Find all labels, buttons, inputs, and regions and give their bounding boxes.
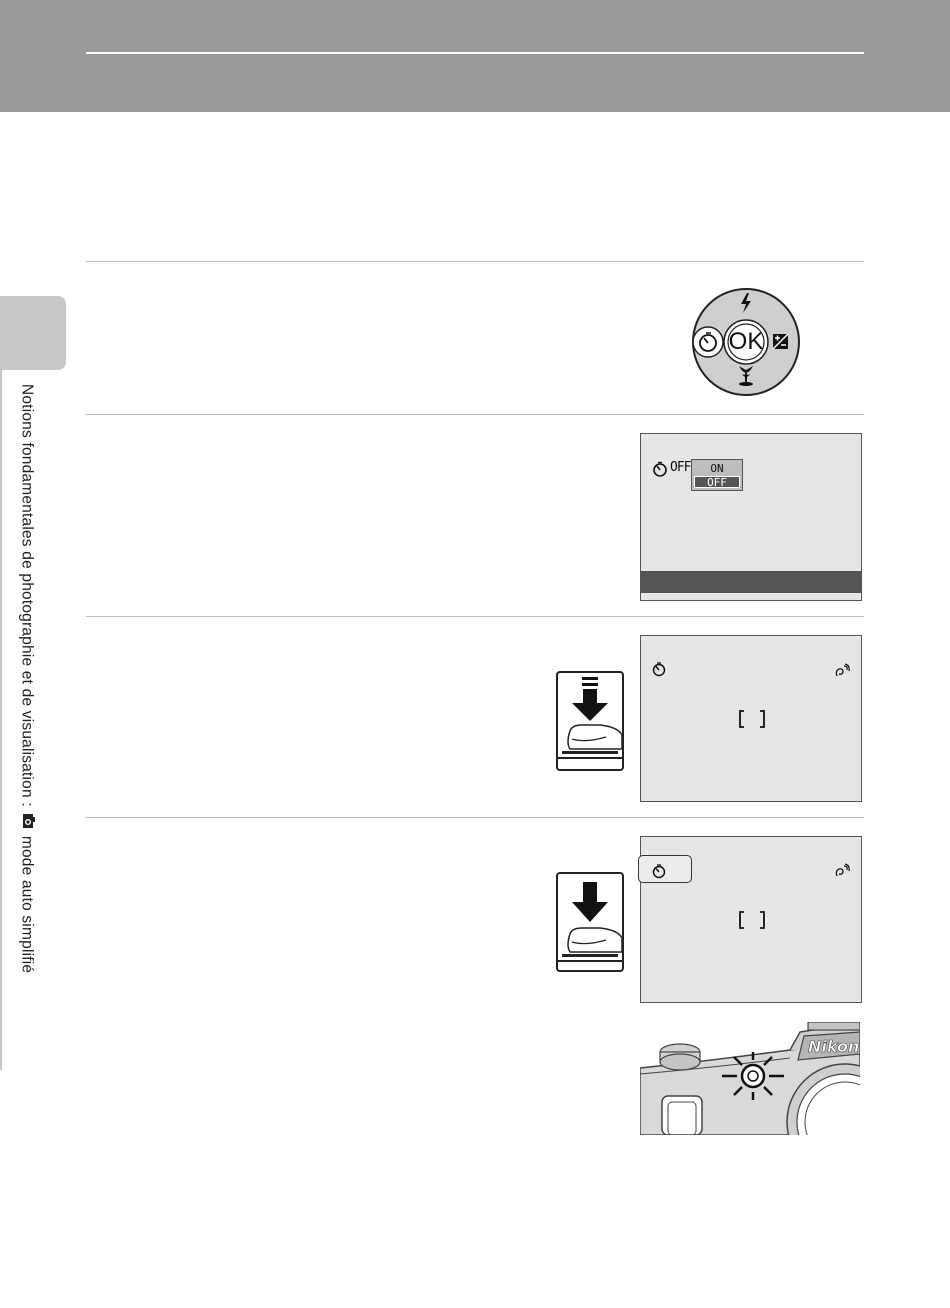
- chapter-title-part2: mode auto simplifié: [18, 835, 36, 974]
- self-timer-status: OFF: [670, 460, 691, 475]
- camera-icon: [17, 813, 36, 829]
- lcd-screen-countdown: [640, 836, 862, 1003]
- lcd-screen-focus: [640, 635, 862, 802]
- self-timer-icon: [693, 327, 723, 357]
- exposure-icon: [773, 334, 788, 349]
- divider-4: [86, 817, 864, 818]
- svg-text:Nikon: Nikon: [808, 1037, 860, 1056]
- camera-front-illustration: [640, 1022, 860, 1135]
- chapter-line: [0, 370, 2, 1070]
- chapter-title-part1: Notions fondamentales de photographie et de visualisation :: [18, 384, 36, 807]
- divider-3: [86, 616, 864, 617]
- shutter-full-press-illustration: [556, 872, 624, 972]
- lcd-screen-menu: [640, 433, 862, 601]
- header-rule: [86, 52, 864, 54]
- divider-2: [86, 414, 864, 415]
- divider-1: [86, 261, 864, 262]
- option-off-selected: OFF: [694, 476, 740, 488]
- self-timer-icon: [651, 863, 667, 879]
- header-band: [0, 0, 950, 112]
- option-on: ON: [710, 462, 724, 475]
- ok-button-label: OK: [728, 328, 764, 355]
- focus-area-brackets: [737, 910, 767, 930]
- multi-selector-dial: [690, 286, 802, 398]
- self-timer-icon: [651, 460, 669, 478]
- shutter-half-press-illustration: [556, 671, 624, 771]
- lcd-bottom-bar: [641, 571, 861, 593]
- vibration-reduction-icon: [834, 863, 850, 879]
- focus-area-brackets: [737, 709, 767, 729]
- timer-menu-popup: [691, 459, 743, 491]
- vibration-reduction-icon: [834, 663, 850, 679]
- self-timer-icon: [651, 661, 667, 677]
- chapter-title: [17, 384, 36, 973]
- chapter-tab: [0, 296, 66, 370]
